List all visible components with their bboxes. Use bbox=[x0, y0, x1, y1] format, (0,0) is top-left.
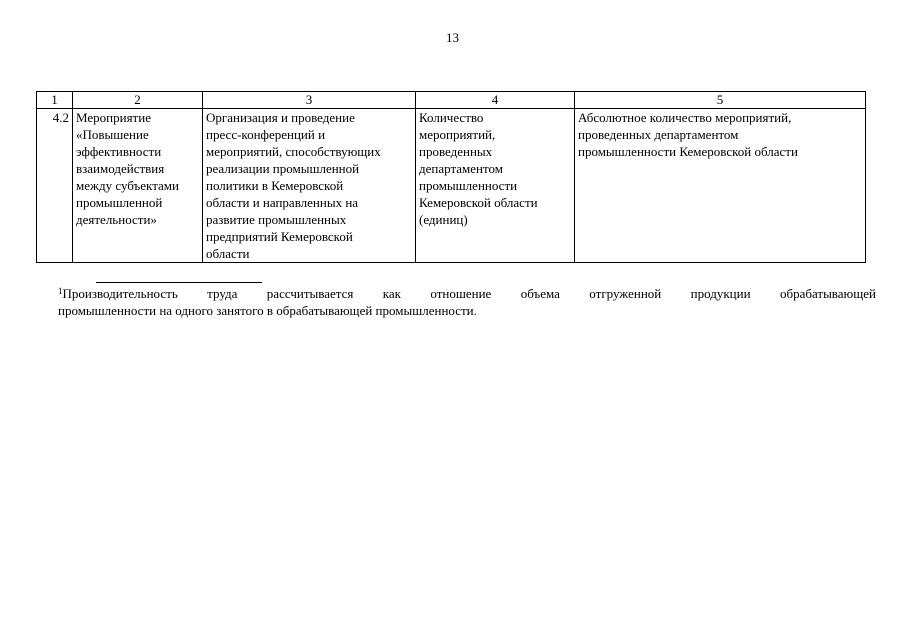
description-line: пресс-конференций и bbox=[206, 127, 326, 142]
indicator-line: Кемеровской области bbox=[419, 195, 538, 210]
event-line: эффективности bbox=[76, 144, 162, 159]
table-header bbox=[37, 92, 866, 109]
event-cell bbox=[73, 109, 203, 263]
event-line: между субъектами bbox=[76, 178, 179, 193]
header-col-4: 4 bbox=[416, 92, 575, 109]
event-line: деятельности» bbox=[76, 212, 157, 227]
description-line: развитие промышленных bbox=[206, 212, 347, 227]
description-line: предприятий Кемеровской bbox=[206, 229, 353, 244]
description-line: реализации промышленной bbox=[206, 161, 360, 176]
header-col-2: 2 bbox=[73, 92, 203, 109]
page-number: 13 bbox=[446, 30, 459, 45]
description-line: политики в Кемеровской bbox=[206, 178, 344, 193]
event-line: взаимодействия bbox=[76, 161, 165, 176]
event-line: промышленной bbox=[76, 195, 163, 210]
header-col-5: 5 bbox=[575, 92, 866, 109]
indicators-table bbox=[36, 91, 866, 263]
footnote-line-2: промышленности на одного занятого в обрабатывающей промышленности. bbox=[58, 303, 477, 318]
header-row bbox=[37, 92, 866, 109]
indicator-line: (единиц) bbox=[419, 212, 468, 227]
method-cell bbox=[575, 109, 866, 263]
footnote bbox=[58, 285, 876, 319]
method-line: Абсолютное количество мероприятий, bbox=[578, 110, 792, 125]
table-row bbox=[37, 109, 866, 263]
indicator-line: проведенных bbox=[419, 144, 493, 159]
footnote-marker: 1 bbox=[58, 286, 63, 296]
indicator-line: промышленности bbox=[419, 178, 518, 193]
description-cell bbox=[203, 109, 416, 263]
description-line: области и направленных на bbox=[206, 195, 359, 210]
header-col-1: 1 bbox=[37, 92, 73, 109]
table-body bbox=[37, 109, 866, 263]
description-line: Организация и проведение bbox=[206, 110, 355, 125]
indicator-line: мероприятий, bbox=[419, 127, 496, 142]
row-number-cell: 4.2 bbox=[37, 109, 73, 263]
footnote-separator bbox=[96, 282, 262, 283]
indicator-line: Количество bbox=[419, 110, 484, 125]
description-line: области bbox=[206, 246, 250, 261]
footnote-text-1: Производительность труда рассчитывается как отношение объема отгруженной продукции обрабатывающей bbox=[62, 286, 876, 301]
indicator-line: департаментом bbox=[419, 161, 503, 176]
indicator-cell bbox=[416, 109, 575, 263]
header-col-3: 3 bbox=[203, 92, 416, 109]
footnote-line-1 bbox=[58, 285, 876, 302]
method-line: промышленности Кемеровской области bbox=[578, 144, 798, 159]
description-line: мероприятий, способствующих bbox=[206, 144, 381, 159]
event-line: Мероприятие bbox=[76, 110, 151, 125]
method-line: проведенных департаментом bbox=[578, 127, 739, 142]
event-line: «Повышение bbox=[76, 127, 149, 142]
